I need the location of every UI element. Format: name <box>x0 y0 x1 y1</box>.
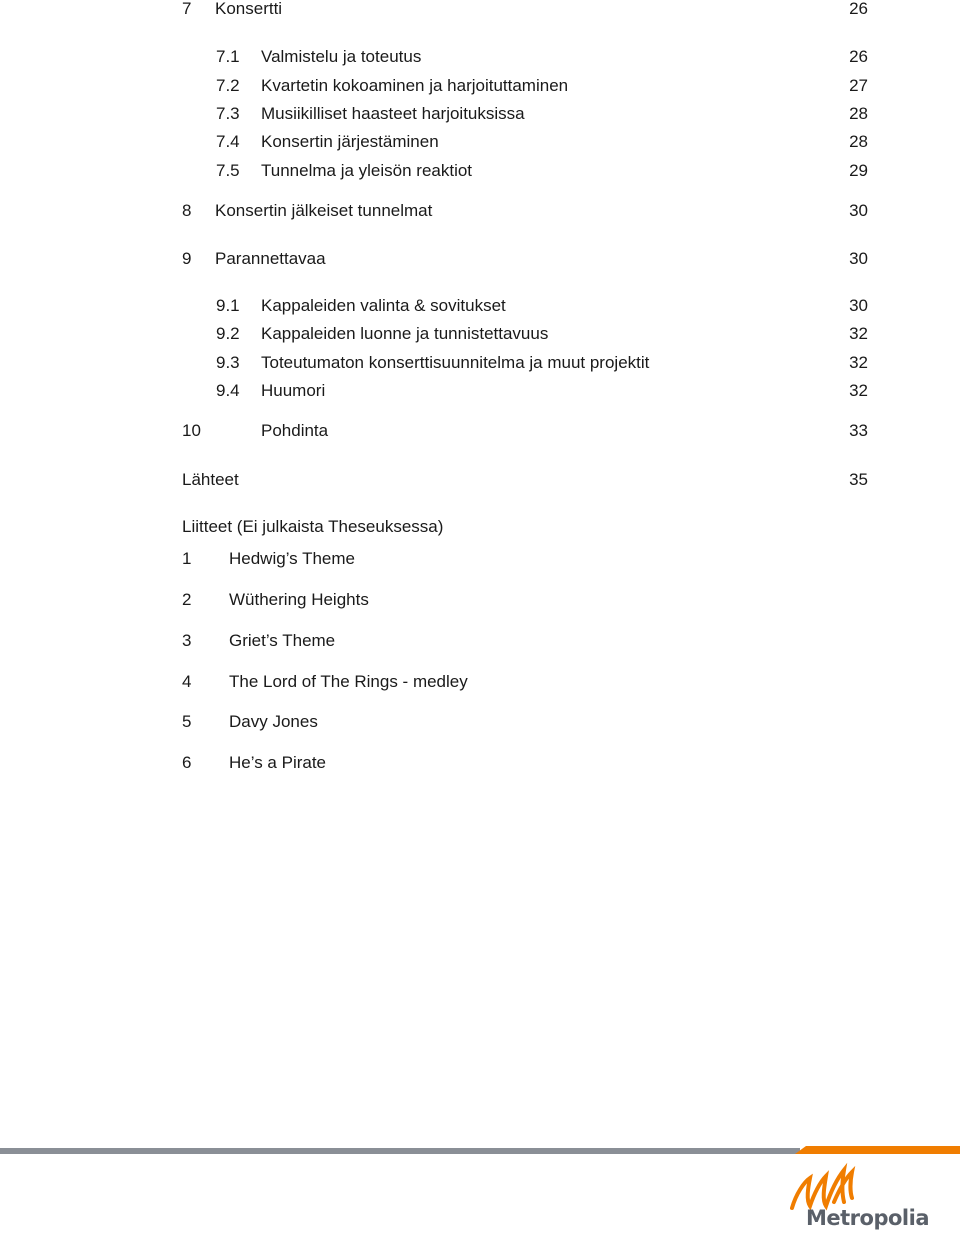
appendix-number: 4 <box>182 672 192 691</box>
toc-entry-9-2[interactable] <box>0 322 960 346</box>
toc-entry-7-5[interactable] <box>0 159 960 183</box>
toc-title: Konsertin järjestäminen <box>261 132 439 151</box>
toc-page-number: 28 <box>849 132 868 151</box>
toc-title: Kappaleiden luonne ja tunnistettavuus <box>261 324 549 343</box>
footer-stripe <box>0 1146 960 1158</box>
toc-number: 7.3 <box>216 104 240 123</box>
metropolia-logo-text: Metropolia <box>806 1206 929 1230</box>
toc-number: 9.3 <box>216 353 240 372</box>
toc-page-number: 32 <box>849 381 868 400</box>
toc-title: Musiikilliset haasteet harjoituksissa <box>261 104 525 123</box>
toc-number: 7.5 <box>216 161 240 180</box>
toc-entry-7-3[interactable] <box>0 102 960 126</box>
toc-entry-9-3[interactable] <box>0 351 960 375</box>
toc-page-number: 28 <box>849 104 868 123</box>
toc-page-number: 30 <box>849 249 868 268</box>
appendix-heading-text: Liitteet (Ei julkaista Theseuksessa) <box>182 517 444 536</box>
toc-page-number: 32 <box>849 324 868 343</box>
appendix-number: 2 <box>182 590 192 609</box>
appendix-item <box>0 547 960 571</box>
toc-page-number: 27 <box>849 76 868 95</box>
toc-number: 9.2 <box>216 324 240 343</box>
toc-number: 7.4 <box>216 132 240 151</box>
appendix-number: 3 <box>182 631 192 650</box>
toc-page-number: 29 <box>849 161 868 180</box>
toc-entry-9[interactable] <box>0 247 960 271</box>
appendix-title: Davy Jones <box>229 712 318 731</box>
toc-page-number: 26 <box>849 47 868 66</box>
appendix-number: 5 <box>182 712 192 731</box>
toc-number: 9 <box>182 249 192 268</box>
appendix-heading <box>0 515 960 539</box>
toc-title: Kappaleiden valinta & sovitukset <box>261 296 506 315</box>
appendix-number: 1 <box>182 549 192 568</box>
toc-title: Toteutumaton konserttisuunnitelma ja muut projektit <box>261 353 650 372</box>
toc-title: Kvartetin kokoaminen ja harjoituttaminen <box>261 76 569 95</box>
appendix-item <box>0 588 960 612</box>
appendix-number: 6 <box>182 753 192 772</box>
appendix-item <box>0 710 960 734</box>
toc-page-number: 33 <box>849 421 868 440</box>
toc-entry-7-2[interactable] <box>0 74 960 98</box>
appendix-item <box>0 751 960 775</box>
appendix-title: Griet’s Theme <box>229 631 336 650</box>
toc-entry-10[interactable] <box>0 419 960 443</box>
toc-number: 7.2 <box>216 76 240 95</box>
toc-number: 8 <box>182 201 192 220</box>
toc-title: Lähteet <box>182 470 239 489</box>
toc-entry-7-1[interactable] <box>0 45 960 69</box>
toc-title: Konsertti <box>215 0 283 18</box>
appendix-title: He’s a Pirate <box>229 753 327 772</box>
appendix-title: Wüthering Heights <box>229 590 369 609</box>
toc-page-number: 30 <box>849 201 868 220</box>
toc-title: Huumori <box>261 381 326 400</box>
toc-title: Konsertin jälkeiset tunnelmat <box>215 201 433 220</box>
toc-entry-7[interactable] <box>0 0 960 21</box>
toc-page-number: 32 <box>849 353 868 372</box>
toc-number: 7 <box>182 0 192 18</box>
toc-title: Valmistelu ja toteutus <box>261 47 422 66</box>
toc-page-number: 26 <box>849 0 868 18</box>
toc-title: Pohdinta <box>261 421 329 440</box>
toc-page-number: 35 <box>849 470 868 489</box>
toc-number: 9.1 <box>216 296 240 315</box>
footer-gray-bar <box>0 1148 800 1154</box>
toc-entry-7-4[interactable] <box>0 130 960 154</box>
toc-title: Parannettavaa <box>215 249 326 268</box>
toc-entry-lahteet[interactable] <box>0 468 960 492</box>
toc-title: Tunnelma ja yleisön reaktiot <box>261 161 473 180</box>
toc-entry-9-1[interactable] <box>0 294 960 318</box>
toc-number: 9.4 <box>216 381 240 400</box>
appendix-item <box>0 670 960 694</box>
appendix-item <box>0 629 960 653</box>
toc-entry-9-4[interactable] <box>0 379 960 403</box>
toc-entry-8[interactable] <box>0 199 960 223</box>
appendix-title: Hedwig’s Theme <box>229 549 355 568</box>
toc-number: 7.1 <box>216 47 240 66</box>
footer-orange-accent <box>795 1146 960 1154</box>
appendix-title: The Lord of The Rings - medley <box>229 672 468 691</box>
toc-page-number: 30 <box>849 296 868 315</box>
toc-number: 10 <box>182 421 201 440</box>
